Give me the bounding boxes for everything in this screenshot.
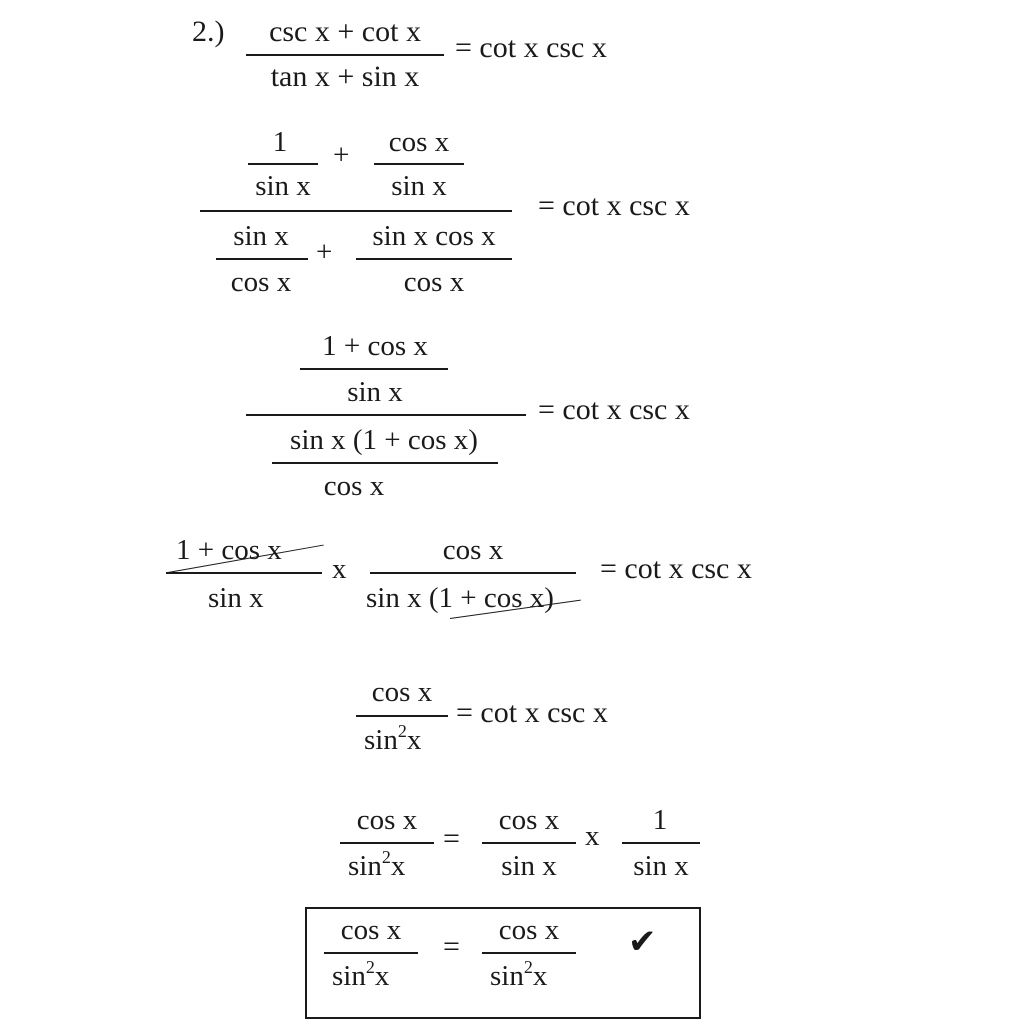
step2-d1-den: cos x	[230, 266, 292, 298]
step3-num-den: sin x	[347, 376, 403, 408]
step2-d1-num: sin x	[233, 220, 289, 252]
step2-n2-bar	[374, 163, 464, 165]
step2-d2-den: cos x	[403, 266, 465, 298]
step3-num-bar	[300, 368, 448, 370]
step6-l-den-exponent: 2	[381, 847, 391, 867]
checkmark-icon: ✔	[628, 922, 657, 962]
step2-d2-bar	[356, 258, 512, 260]
step7-l-den-exponent: 2	[365, 957, 375, 977]
step7-r-num: cos x	[498, 914, 560, 946]
step7-equals: =	[443, 930, 460, 963]
step3-num-num: 1 + cos x	[322, 330, 428, 362]
step2-n2-num: cos x	[388, 126, 450, 158]
step4-f1-bar	[166, 572, 322, 574]
step3-main-bar	[246, 414, 526, 416]
step3-rhs: = cot x csc x	[538, 393, 690, 426]
step2-n1-den: sin x	[255, 170, 311, 202]
step5-rhs: = cot x csc x	[456, 696, 608, 729]
step4-f1-num: 1 + cos x	[176, 534, 282, 566]
step2-n-plus: +	[333, 139, 350, 171]
step6-l-den-sin: sin	[348, 850, 382, 882]
step3-den-den: cos x	[323, 470, 385, 502]
step2-n1-num: 1	[272, 126, 288, 158]
step6-m-num: cos x	[498, 804, 560, 836]
step6-m-bar	[482, 842, 576, 844]
step1-numerator: csc x + cot x	[269, 15, 421, 48]
step7-r-den-sin: sin	[490, 960, 524, 992]
step2-n1-bar	[248, 163, 318, 165]
step2-d2-num: sin x cos x	[372, 220, 496, 252]
step4-f2-num: cos x	[442, 534, 504, 566]
step3-den-num: sin x (1 + cos x)	[290, 424, 478, 456]
step7-l-den-x: x	[374, 960, 390, 992]
step7-r-bar	[482, 952, 576, 954]
step6-l-num: cos x	[356, 804, 418, 836]
step2-rhs: = cot x csc x	[538, 189, 690, 222]
step6-r-num: 1	[652, 804, 668, 836]
step7-r-den-exponent: 2	[523, 957, 533, 977]
step2-main-bar	[200, 210, 512, 212]
step5-den-x: x	[406, 724, 422, 756]
step6-l-den	[348, 847, 406, 882]
step6-times: x	[585, 820, 600, 852]
step4-f2-den: sin x (1 + cos x)	[366, 582, 554, 614]
step4-rhs: = cot x csc x	[600, 552, 752, 585]
step2-d-plus: +	[316, 236, 333, 268]
step6-equals: =	[443, 822, 460, 855]
step7-l-num: cos x	[340, 914, 402, 946]
step1-rhs: = cot x csc x	[455, 31, 607, 64]
step1-fraction-bar	[246, 54, 444, 56]
problem-label: 2.)	[192, 15, 225, 48]
step6-l-bar	[340, 842, 434, 844]
step5-fraction-bar	[356, 715, 448, 717]
step7-r-den	[490, 957, 548, 992]
step2-n2-den: sin x	[391, 170, 447, 202]
step5-denominator	[364, 721, 422, 756]
step6-r-bar	[622, 842, 700, 844]
step6-l-den-x: x	[390, 850, 406, 882]
step5-den-exponent: 2	[397, 721, 407, 741]
step7-l-bar	[324, 952, 418, 954]
step7-r-den-x: x	[532, 960, 548, 992]
step1-denominator: tan x + sin x	[270, 60, 420, 93]
step6-m-den: sin x	[501, 850, 557, 882]
step3-den-bar	[272, 462, 498, 464]
step7-l-den	[332, 957, 390, 992]
step5-den-sin: sin	[364, 724, 398, 756]
step6-r-den: sin x	[633, 850, 689, 882]
step7-l-den-sin: sin	[332, 960, 366, 992]
step4-times: x	[332, 553, 347, 585]
step4-f1-den: sin x	[208, 582, 264, 614]
step4-f2-bar	[370, 572, 576, 574]
step5-numerator: cos x	[371, 676, 433, 708]
step2-d1-bar	[216, 258, 308, 260]
